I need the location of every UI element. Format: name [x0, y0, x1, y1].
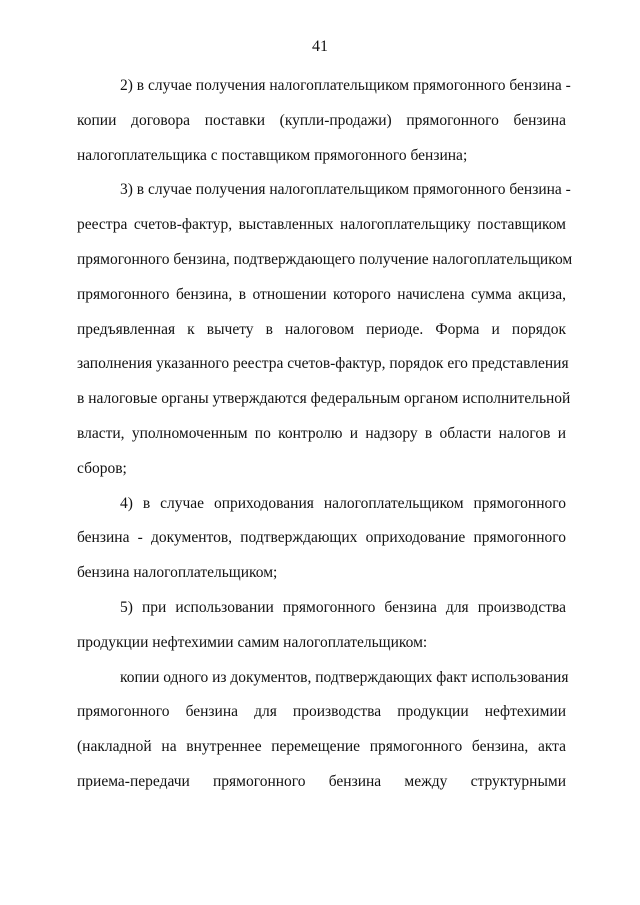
text-line: продукции нефтехимии самим налогоплательщиком: [77, 633, 428, 651]
text-line: 3) в случае получения налогоплательщиком прямогонного бензина - [120, 181, 571, 199]
text-line: (накладной на внутреннее перемещение прямогонного бензина, акта [77, 738, 566, 756]
text-line: приема-передачи прямогонного бензина между структурными [77, 772, 566, 790]
text-line: власти, уполномоченным по контролю и надзору в области налогов и [77, 424, 566, 442]
text-line: налогоплательщика с поставщиком прямогонного бензина; [77, 146, 468, 164]
text-line: 2) в случае получения налогоплательщиком прямогонного бензина - [120, 77, 571, 94]
text-line: 4) в случае оприходования налогоплательщиком прямогонного [120, 494, 566, 512]
text-line: 5) при использовании прямогонного бензина для производства [120, 598, 566, 616]
text-line: в налоговые органы утверждаются федеральным органом исполнительной [77, 390, 571, 408]
text-line: прямогонного бензина, подтверждающего получение налогоплательщиком [77, 250, 573, 268]
text-line: прямогонного бензина для производства продукции нефтехимии [77, 703, 566, 721]
body-text [77, 69, 573, 800]
text-line: бензина - документов, подтверждающих оприходование прямогонного [77, 529, 566, 547]
text-line: предъявленная к вычету в налоговом периоде. Форма и порядок [77, 320, 566, 338]
page-number: 41 [312, 38, 328, 55]
text-line: прямогонного бензина, в отношении которого начислена сумма акциза, [77, 285, 566, 303]
text-line: копии одного из документов, подтверждающих факт использования [120, 668, 569, 686]
text-line: бензина налогоплательщиком; [77, 564, 278, 582]
text-line: реестра счетов-фактур, выставленных налогоплательщику поставщиком [77, 216, 566, 234]
text-line: сборов; [77, 459, 127, 477]
text-line: копии договора поставки (купли-продажи) прямогонного бензина [77, 111, 566, 129]
text-line: заполнения указанного реестра счетов-фактур, порядок его представления [77, 355, 569, 373]
